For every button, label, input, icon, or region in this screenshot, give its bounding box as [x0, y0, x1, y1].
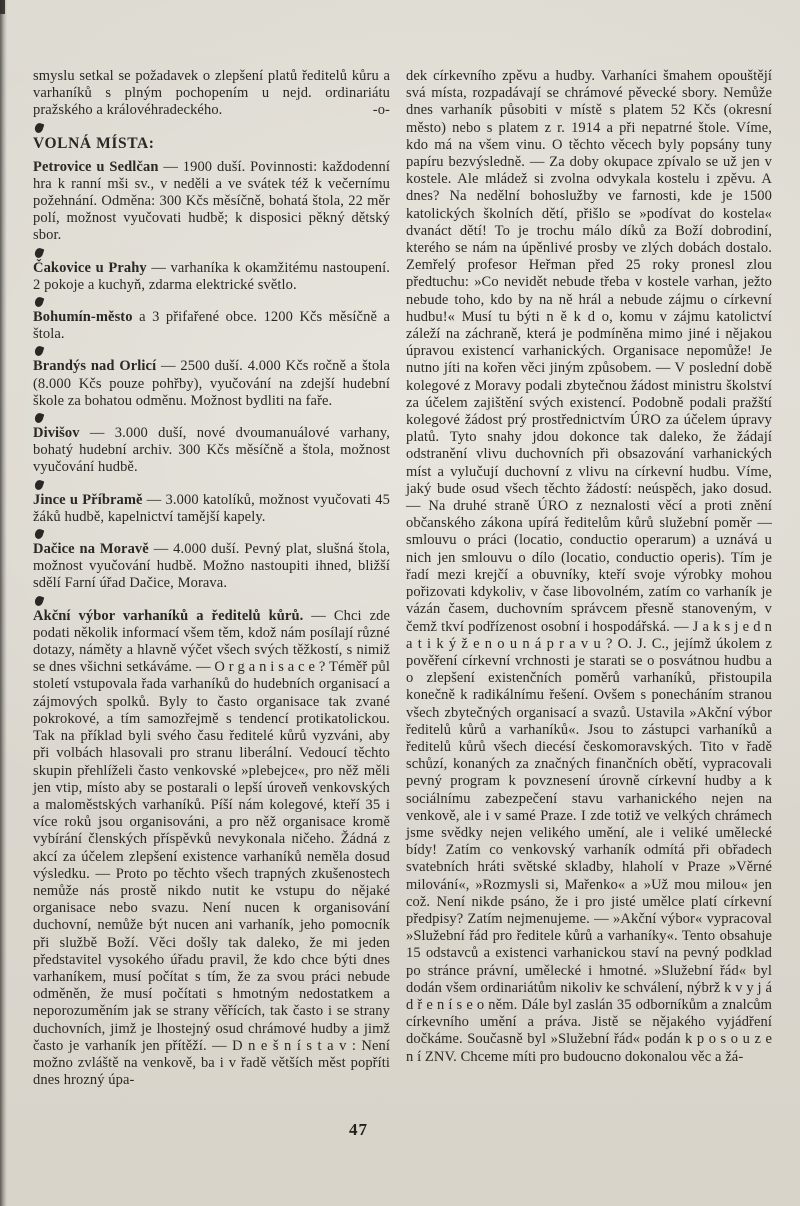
section-heading: VOLNÁ MÍSTA: [33, 134, 155, 152]
listing-lead: Bohumín-město [33, 309, 133, 326]
end-of-article-mark: -o- [372, 102, 390, 119]
leaf-ornament-icon [34, 345, 45, 357]
article-text: — Chci zde podati několik informací všem těm, kdož nám posílají různé dotazy, náměty a hlavně výčet všech svých těžkostí, s nimiž se dnes všichni setkáváme. — O r g a n i s a c e ? Téměř půl století vstupovala řada varhaníků do hudebních organisací a zájmových spolků. Byly to často organisace tak zvané pokrokové, a tím samozřejmě s tendencí protikatolickou. Tak na příklad byli svého času ředitelé kůrů vyzváni, aby při volbách hlasovali pro stranu liberální. Vedoucí těchto skupin přehlíželi často venkovské »plebejce«, pro něž měli jen vtip, místo aby se postarali o lepší úroveň venkovských a maloměstských varhaníků. Píší nám kolegové, kteří 35 i více roků jsou organisováni, a pro něž organisace kromě vybírání členských příspěvků nevykonala ničeho. Žádná z akcí za účelem zlepšení existence varhaníků neměla dosud výsledku. — Proto po těchto všech trapných zkušenostech nemůže nás prostě nikdo nutit ke vstupu do nějaké organisace nebo svazu. Není nucen k organisování duchovní, nemůže být nucen ani varhaník, jeho pomocník při službě Boží. Věci došly tak daleko, že mi jeden představitel vysokého úřadu pravil, že kdo chce býti dnes varhaníkem, musí počítat s tím, že za svou práci nebude odměněn, že musí počítati s hmotným nedostatkem a neporozuměním jak se strany věřících, tak často i se strany duchovních, jimž je lhostejný osud chrámové hudby a jimž často je varhaník jen přítěží. — D n e š n í s t a v : Není možno zvláště na venkově, ba i v řadě větších měst popříti dnes hrozný úpa- [33, 607, 390, 1089]
intro-paragraph [33, 68, 390, 120]
listing-item [33, 159, 390, 245]
listing-text: — 2500 duší. 4.000 Kčs ročně a štola (8.000 Kčs pouze pohřby), vyučování na zdejší hudební škole za bohatou odměnu. Možnost bydliti na faře. [33, 358, 390, 409]
listing-item [33, 541, 390, 593]
leaf-ornament-icon [34, 479, 45, 491]
right-column [406, 68, 772, 1089]
listing-item [33, 358, 390, 410]
listing-lead: Jince u Příbramě [33, 491, 143, 508]
leaf-ornament-icon [34, 412, 45, 424]
leaf-ornament-icon [34, 247, 45, 259]
listing-text: — 4.000 duší. Pevný plat, slušná štola, možnost vyučování hudbě. Možno nastoupiti ihned, bližší sdělí Farní úřad Dačice, Morava. [33, 541, 390, 592]
listing-text: a 3 přifařené obce. 1200 Kčs měsíčně a štola. [33, 309, 390, 343]
listing-item [33, 492, 390, 526]
text-columns [33, 68, 772, 1089]
leaf-ornament-icon [34, 595, 45, 607]
left-column [33, 68, 390, 1089]
listing-text: — 3.000 duší, nové dvoumanuálové varhany, bohatý hudební archiv. 300 Kčs měsíčně a štola, možnost vyučování hudbě. [33, 425, 390, 476]
listing-text: — 1900 duší. Povinnosti: každodenní hra k ranní mši sv., v neděli a ve svátek též k večernímu požehnání. Odměna: 300 Kčs měsíčně, bohatá štola, 22 měr polí, možnost vyučovati hudbě; k disposici pěkný dětský sbor. [33, 158, 390, 244]
article-paragraph [33, 608, 390, 1090]
listing-lead: Dačice na Moravě [33, 541, 149, 558]
article-lead: Akční výbor varhaníků a ředitelů kůrů. [33, 607, 304, 624]
listing-item [33, 309, 390, 343]
listing-lead: Petrovice u Sedlčan [33, 158, 159, 175]
page-number: 47 [349, 1120, 368, 1139]
leaf-ornament-icon [34, 122, 45, 134]
scan-edge-shadow [0, 0, 7, 1206]
listing-lead: Čakovice u Prahy [33, 259, 147, 276]
intro-paragraph-text: smyslu setkal se požadavek o zlepšení platů ředitelů kůru a varhaníků s plným pochopením u nejd. ordinariátu pražského a královéhradeckého. [33, 68, 390, 119]
listing-lead: Divišov [33, 425, 80, 442]
listing-lead: Brandýs nad Orlicí [33, 358, 157, 375]
leaf-ornament-icon [34, 528, 45, 540]
listing-item [33, 425, 390, 477]
right-column-text: dek církevního zpěvu a hudby. Varhaníci šmahem opouštějí svá místa, rozpadávají se chrámové pěvecké sbory. Nemůže dnes varhaník působiti v místě s platem 52 Kčs (okresní město) nebo s platem z r. 1914 a při nepatrné štole. Víme, kdo má na všem vinu. O těchto věcech byly popsány tuny papíru bezvýsledně. — Za doby okupace zpívalo se už jen v kostele. Ale mládež si zvolna odvykala kostelu i zpěvu. A dnes? Na nedělní bohoslužby ve farnosti, kde je 1500 katolických školních dětí, přišlo se »podívat do kostela« dvanáct dětí! To je trochu málo díků za Boží dobrodiní, kterého se nám na úpěnlivé prosby ve zlých dobách dostalo. Zemřelý profesor Heřman před 25 roky pronesl zlou předtuchu: »Co nevidět nebude třeba v kostele varhan, ježto nebude toho, kdo by na ně hrál a nebude zájmu o církevní hudbu!« Musí tu býti n ě k d o, komu v zájmu katolictví záleží na záchraně, která je podmíněna mimo jiné i nějakou úpravou existencí varhanických. Organisace nepomůže! Je nutno jíti na kořen věci jiným způsobem. — V poslední době kolegové z Moravy podali zbytečnou žádost ministru školství za účelem zajištění svých existencí. Podobně podali pražští kolegové žádost prý prostřednictvím ÚRO za účelem úpravy platů. Tyto snahy jdou dokonce tak daleko, že žádají odstranění vlivu duchovních při obsazování varhanických míst a vylučují duchovní z vlivu na církevní hudbu. Víme, jaký bude osud všech těchto žádostí: neúspěch, jako dosud. — Na druhé straně ÚRO z neznalosti věcí a proti znění občanského zákona upírá ředitelům kůrů služební poměr — smlouvu o práci (locatio, conductio operarum) a uznává u nich jen smlouvu o dílo (locatio, conductio operis). Tím je řadí mezi krejčí a obuvníky, kteří svoje výrobky mohou pořizovati kdykoliv, v čase libovolném, zatím co varhaník je vázán časem, duchovním správcem přesně stanoveným, v čemž tkví podřízenost osobní i hospodářská. — J a k s j e d n a t i k ý ž e n o u n á p r a v u ? O. J. C., jejímž úkolem z pověření církevní vrchnosti je starati se o posvátnou hudbu a o zlepšení existenčních poměrů varhaníků, přistoupila konečně k radikálnímu řešení. Ovšem s ponecháním stranou všech zbytečných organisací a svazů. Ustavila »Akční výbor ředitelů kůrů a varhaníků«. Jsou to zástupci varhaníků a ředitelů kůrů všech diecésí českomoravských. Tito v řadě schůzí, konaných za značných finančních obětí, vypracovali pevný program k povznesení úrovně církevní hudby a k sociálnímu zabezpečení stavu varhanického nejen na venkově, ale i v samé Praze. I zde totiž ve velkých chrámech jsme svědky nejen velikého umění, ale i veliké umělecké bídy! Zatím co venkovský varhaník odmítá při obřadech svatebních hráti světské skladby, hlaholí v Praze »Věrné milování«, »Rozmysli si, Mařenko« a »Už mou milou« jen což. Není nikde psáno, že i pro jisté umělce platí církevní předpisy? Zatím nejmenujeme. — »Akční výbor« vypracoval »Služební řád pro ředitele kůrů a varhaníky«. Tento obsahuje 15 odstavců a existenci varhanickou staví na pevný podklad po stránce právní, umělecké i hmotné. »Služební řád« byl dodán všem ordinariátům nikoliv ke schválení, nýbrž k v y j á d ř e n í s e o něm. Dále byl zaslán 35 odborníkům a znalcům církevního umění a práva. Jistě se nějakého vyjádření dočkáme. Současně byl »Služební řád« podán k p o s o u z e n í ZNV. Chceme míti pro budoucno dokonalou věc a žá- [406, 68, 772, 1065]
leaf-ornament-icon [34, 296, 45, 308]
listing-text: — varhaníka k okamžitému nastoupení. 2 pokoje a kuchyň, zdarma elektrické světlo. [33, 259, 391, 293]
job-listings [33, 159, 390, 606]
listing-text: — 3.000 katolíků, možnost vyučovati 45 žáků hudbě, kapelnictví tamější kapely. [33, 491, 390, 525]
listing-item [33, 260, 390, 294]
